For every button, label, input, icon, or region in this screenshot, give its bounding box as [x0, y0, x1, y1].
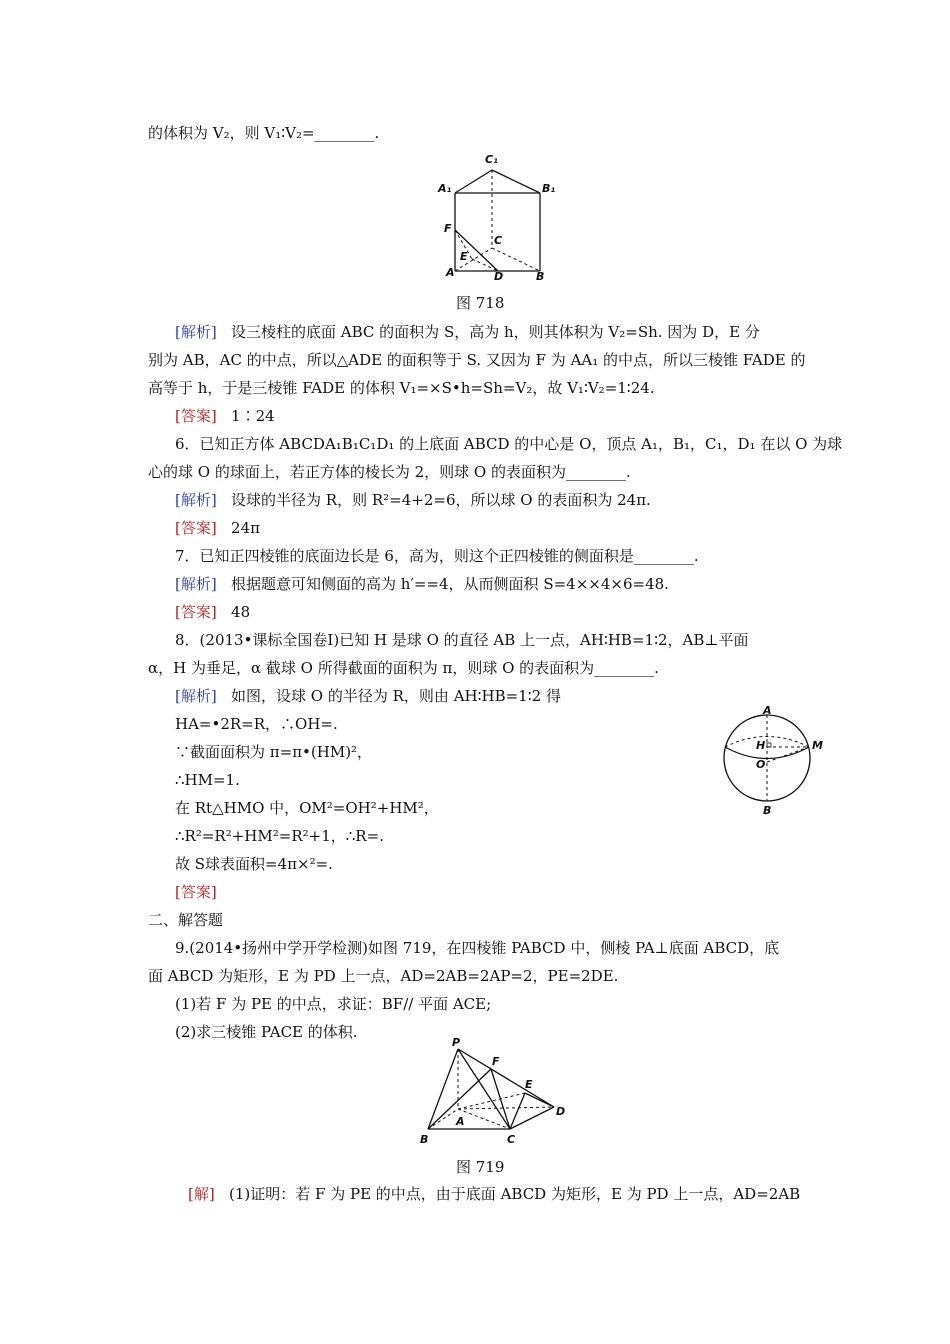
text-line: (1)若 F 为 PE 的中点，求证：BF// 平面 ACE; [175, 995, 492, 1013]
label-D: D [556, 1105, 566, 1118]
figure-718-prism [430, 148, 560, 283]
label-C: C [507, 1133, 516, 1146]
text-line: 在 Rt△HMO 中，OM²=OH²+HM²， [175, 799, 439, 817]
text-line: 8．(2013•课标全国卷Ⅰ)已知 H 是球 O 的直径 AB 上一点，AH∶HB=1∶2，AB⊥平面 [175, 631, 749, 649]
label-F: F [492, 1055, 500, 1068]
answer-tag: [答案] [175, 407, 217, 425]
text-line: (2)求三棱锥 PACE 的体积. [175, 1023, 358, 1041]
text-line: [答案] 1∶24 [175, 407, 275, 425]
label-P: P [452, 1036, 461, 1049]
text-line: α，H 为垂足，α 截球 O 所得截面的面积为 π，则球 O 的表面积为________. [148, 659, 659, 677]
label-E: E [525, 1078, 533, 1091]
text-line: 面 ABCD 为矩形，E 为 PD 上一点，AD=2AB=2AP=2，PE=2DE. [148, 967, 619, 985]
text-line: [解析] 设三棱柱的底面 ABC 的面积为 S，高为 h，则其体积为 V₂=Sh. 因为 D，E 分 [175, 323, 760, 341]
text-line: 高等于 h，于是三棱锥 FADE 的体积 V₁=×S•h=Sh=V₂，故 V₁∶V₂=1∶24. [148, 379, 655, 397]
label-O: O [756, 758, 766, 771]
text-line: HA=•2R=R，∴OH=. [175, 715, 338, 733]
text-line: 心的球 O 的球面上，若正方体的棱长为 2，则球 O 的表面积为________. [148, 463, 631, 481]
label-B: B [763, 804, 772, 817]
text-line: [解] (1)证明：若 F 为 PE 的中点，由于底面 ABCD 为矩形，E 为 PD 上一点，AD=2AB [188, 1185, 801, 1203]
text-line: [解析] 根据题意可知侧面的高为 h′==4，从而侧面积 S=4××4×6=48. [175, 575, 669, 593]
text-line: ∴HM=1. [175, 771, 240, 789]
label-B: B [536, 270, 545, 283]
label-D: D [494, 270, 504, 283]
text-line [175, 882, 217, 902]
label-C1: C₁ [485, 153, 498, 166]
figure-caption: 图 719 [456, 1158, 505, 1176]
text-line: [解析] 如图，设球 O 的半径为 R，则由 AH∶HB=1∶2 得 [175, 687, 561, 705]
label-F: F [444, 222, 452, 235]
analysis-tag: [解析] [175, 323, 217, 341]
label-C: C [494, 234, 503, 247]
label-A: A [763, 704, 772, 717]
text-line: 别为 AB，AC 的中点，所以△ADE 的面积等于 S. 又因为 F 为 AA₁ 的中点，所以三棱锥 FADE 的 [148, 351, 806, 369]
label-B1: B₁ [542, 182, 556, 195]
text-line: 的体积为 V₂，则 V₁∶V₂=________. [148, 124, 380, 142]
text-line: ∴R²=R²+HM²=R²+1，∴R=. [175, 827, 384, 845]
answer-tag: [答案] [175, 883, 217, 901]
text-line: [答案] 48 [175, 603, 251, 621]
label-A: A [456, 1115, 465, 1128]
label-M: M [812, 739, 823, 752]
answer-tag: [答案] [175, 519, 217, 537]
analysis-tag: [解析] [175, 575, 217, 593]
text-line: 故 S球表面积=4π×²=. [175, 855, 333, 873]
label-A1: A₁ [438, 182, 452, 195]
text-line: [解析] 设球的半径为 R，则 R²=4+2=6，所以球 O 的表面积为 24π. [175, 491, 651, 509]
label-A: A [446, 266, 455, 279]
text-line: ∵截面面积为 π=π•(HM)²， [175, 743, 373, 761]
figure-caption: 图 718 [456, 294, 505, 312]
solution-tag: [解] [188, 1185, 215, 1203]
analysis-tag: [解析] [175, 491, 217, 509]
text-line: 9.(2014•扬州中学开学检测)如图 719，在四棱锥 PABCD 中，侧棱 PA⊥底面 ABCD，底 [175, 939, 780, 957]
figure-719-pyramid [412, 1035, 582, 1150]
section-heading: 二、解答题 [148, 911, 224, 929]
analysis-tag: [解析] [175, 687, 217, 705]
label-E: E [460, 250, 468, 263]
figure-sphere [716, 702, 826, 817]
text-line: 7．已知正四棱锥的底面边长是 6，高为，则这个正四棱锥的侧面积是________. [175, 547, 699, 565]
text-line: [答案] 24π [175, 519, 260, 537]
label-B: B [420, 1133, 429, 1146]
text-line: 6．已知正方体 ABCDA₁B₁C₁D₁ 的上底面 ABCD 的中心是 O，顶点 A₁，B₁，C₁，D₁ 在以 O 为球 [175, 435, 843, 453]
answer-tag: [答案] [175, 603, 217, 621]
label-H: H [756, 739, 766, 752]
